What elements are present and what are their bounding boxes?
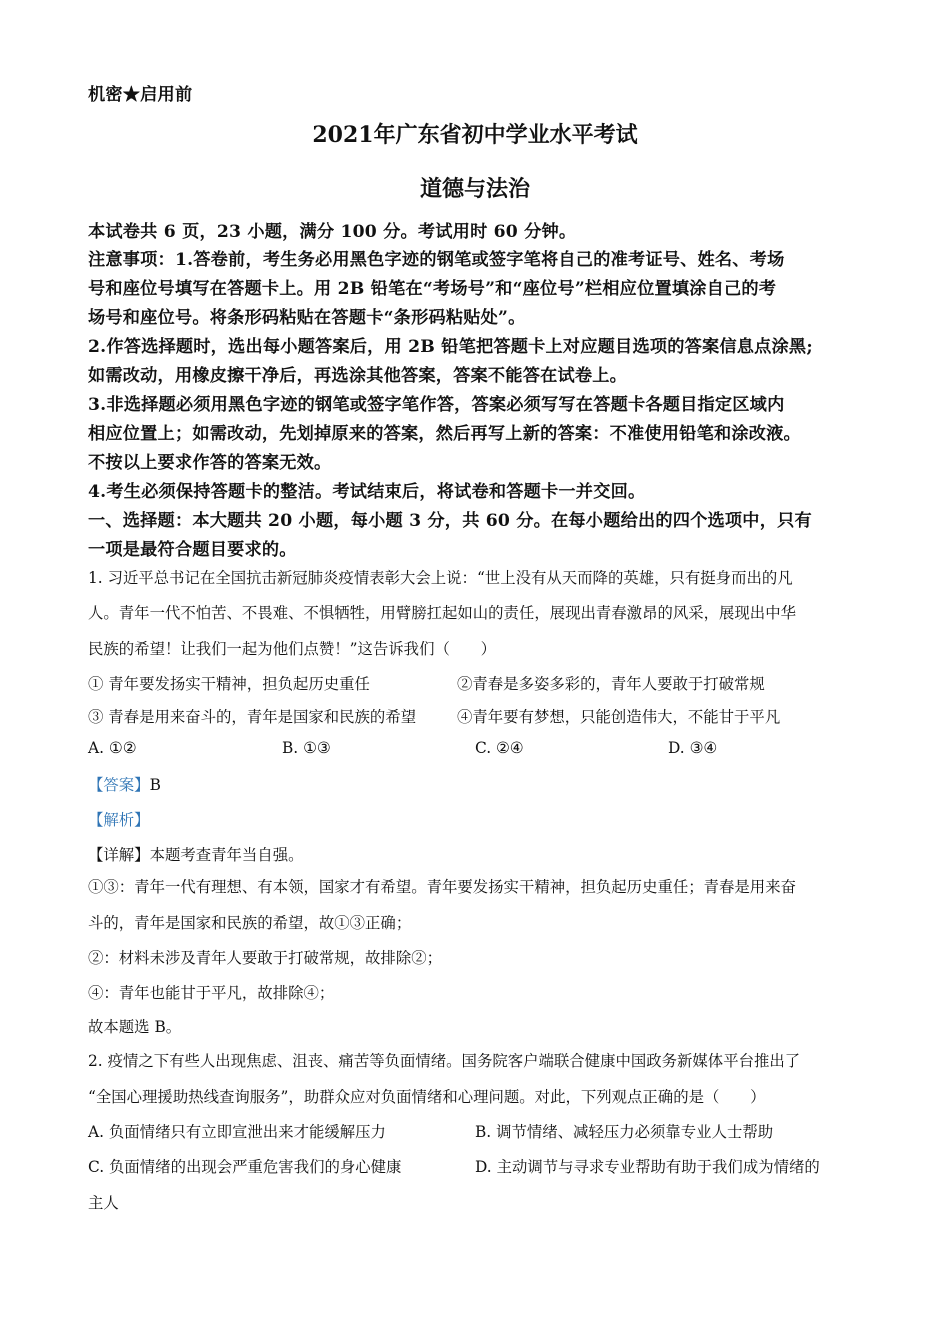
option-d: D. 主动调节与寻求专业帮助有助于我们成为情绪的: [475, 1158, 820, 1176]
explain-line: 【详解】本题考查青年当自强。: [88, 846, 304, 864]
instruction-line: 场号和座位号。将条形码粘贴在答题卡“条形码粘贴处”。: [88, 308, 526, 328]
question-stem-line: 民族的希望！让我们一起为他们点赞！”这告诉我们（ ）: [88, 640, 497, 658]
question-stem-line: 人。青年一代不怕苦、不畏难、不惧牺牲，用臂膀扛起如山的责任，展现出青春激昂的风采，展现出中华: [88, 604, 796, 622]
question-stem-line: 1. 习近平总书记在全国抗击新冠肺炎疫情表彰大会上说：“世上没有从天而降的英雄，只有挺身而出的凡: [88, 569, 793, 587]
answer-value: B: [149, 776, 161, 794]
option-d: D. ③④: [668, 739, 718, 757]
option-b: B. 调节情绪、减轻压力必须靠专业人士帮助: [475, 1123, 774, 1141]
statement-3: ③ 青春是用来奋斗的，青年是国家和民族的希望: [88, 708, 417, 726]
section-line: 一、选择题：本大题共 20 小题，每小题 3 分，共 60 分。在每小题给出的四个选项中，只有: [88, 511, 812, 531]
option-a: A. ①②: [88, 739, 137, 757]
instruction-line: 注意事项：1.答卷前，考生务必用黑色字迹的钢笔或签字笔将自己的准考证号、姓名、考场: [88, 250, 785, 270]
statement-1: ① 青年要发扬实干精神，担负起历史重任: [88, 675, 370, 693]
question-stem-line: 2. 疫情之下有些人出现焦虑、沮丧、痛苦等负面情绪。国务院客户端联合健康中国政务新媒体平台推出了: [88, 1052, 801, 1070]
subject-title: 道德与法治: [419, 176, 530, 202]
section-line: 一项是最符合题目要求的。: [88, 540, 297, 560]
option-d-continuation: 主人: [88, 1194, 119, 1212]
option-a: A. 负面情绪只有立即宣泄出来才能缓解压力: [88, 1123, 386, 1141]
instruction-line: 号和座位号填写在答题卡上。用 2B 铅笔在“考场号”和“座位号”栏相应位置填涂自己的考: [88, 279, 777, 299]
explain-line: 故本题选 B。: [88, 1018, 182, 1036]
instruction-line: 本试卷共 6 页，23 小题，满分 100 分。考试用时 60 分钟。: [88, 222, 577, 242]
option-c: C. ②④: [475, 739, 524, 757]
instruction-line: 3.非选择题必须用黑色字迹的钢笔或签字笔作答，答案必须写写在答题卡各题目指定区域内: [88, 395, 785, 415]
exam-title: 2021年广东省初中学业水平考试: [312, 122, 638, 148]
statement-2: ②青春是多姿多彩的，青年人要敢于打破常规: [457, 675, 765, 693]
instruction-line: 不按以上要求作答的答案无效。: [88, 453, 332, 473]
answer-line: [88, 773, 161, 795]
instruction-line: 相应位置上；如需改动，先划掉原来的答案，然后再写上新的答案：不准使用铅笔和涂改液。: [88, 424, 801, 444]
instruction-line: 如需改动，用橡皮擦干净后，再选涂其他答案，答案不能答在试卷上。: [88, 366, 628, 386]
explain-line: ②：材料未涉及青年人要敢于打破常规，故排除②；: [88, 949, 442, 967]
option-c: C. 负面情绪的出现会严重危害我们的身心健康: [88, 1158, 402, 1176]
secret-label: 机密★启用前: [88, 85, 193, 105]
question-stem-line: “全国心理援助热线查询服务”，助群众应对负面情绪和心理问题。对此，下列观点正确的是（ ）: [88, 1088, 766, 1106]
explain-line: ①③：青年一代有理想、有本领，国家才有希望。青年要发扬实干精神，担负起历史重任；青春是用来奋: [88, 878, 796, 896]
option-b: B. ①③: [282, 739, 331, 757]
answer-tag: 【答案】: [88, 776, 150, 794]
statement-4: ④青年要有梦想，只能创造伟大，不能甘于平凡: [457, 708, 781, 726]
explain-line: ④：青年也能甘于平凡，故排除④；: [88, 984, 335, 1002]
analysis-tag: 【解析】: [88, 811, 150, 829]
instruction-line: 2.作答选择题时，选出每小题答案后，用 2B 铅笔把答题卡上对应题目选项的答案信息点涂黑;: [88, 337, 813, 357]
explain-line: 斗的，青年是国家和民族的希望，故①③正确；: [88, 914, 412, 932]
instruction-line: 4.考生必须保持答题卡的整洁。考试结束后，将试卷和答题卡一并交回。: [88, 482, 646, 502]
